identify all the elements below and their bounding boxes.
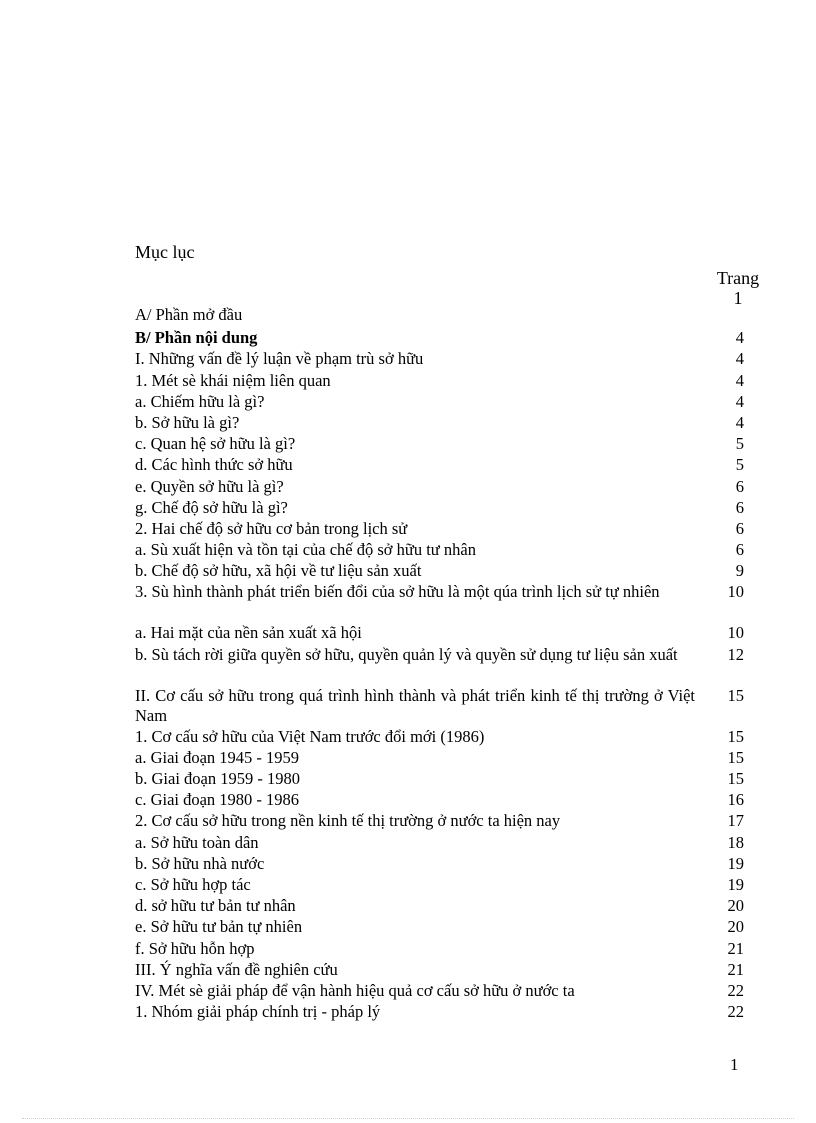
toc-entry-page: 15	[727, 747, 744, 767]
toc-entry	[135, 371, 760, 392]
toc-entry	[135, 727, 760, 748]
toc-entry-label: II. Cơ cấu sở hữu trong quá trình hình thành và phát triển kinh tế thị trường ở Việt Nam	[135, 685, 695, 725]
toc-entry-page: 22	[727, 980, 744, 1000]
toc-entry	[135, 981, 760, 1002]
toc-entry	[135, 498, 760, 519]
toc-entry-label: g. Chế độ sở hữu là gì?	[135, 497, 288, 517]
toc-entry-page: 20	[727, 917, 744, 937]
toc-entry-label: B/ Phần nội dung	[135, 328, 258, 348]
toc-entry-label: c. Quan hệ sở hữu là gì?	[135, 434, 296, 454]
toc-entry	[135, 582, 760, 623]
footer-divider	[22, 1118, 794, 1119]
toc-entry	[135, 960, 760, 981]
toc-entry	[135, 854, 760, 875]
toc-entry-label: d. sở hữu tư bản tư nhân	[135, 896, 296, 916]
toc-entry-page: 17	[727, 811, 744, 831]
toc-entry-label: 1. Cơ cấu sở hữu của Việt Nam trước đổi mới (1986)	[135, 726, 485, 746]
toc-entry	[135, 519, 760, 540]
table-of-contents	[135, 305, 760, 1023]
toc-entry	[135, 875, 760, 896]
toc-entry-page: 5	[735, 434, 744, 454]
toc-entry-page: 22	[727, 1002, 744, 1022]
toc-entry	[135, 917, 760, 938]
toc-entry-label: a. Sở hữu toàn dân	[135, 832, 259, 852]
toc-entry-label: a. Hai mặt của nền sản xuất xã hội	[135, 623, 362, 643]
toc-entry-page: 19	[727, 874, 744, 894]
toc-entry-page: 4	[735, 349, 744, 369]
toc-entry-label: f. Sở hữu hỗn hợp	[135, 938, 255, 958]
toc-entry	[135, 790, 760, 811]
toc-entry-label: b. Chế độ sở hữu, xã hội về tư liệu sản xuất	[135, 561, 422, 581]
toc-entry-label: 2. Cơ cấu sở hữu trong nền kinh tế thị trường ở nước ta hiện nay	[135, 811, 561, 831]
toc-entry-label: e. Sở hữu tư bản tự nhiên	[135, 917, 303, 937]
toc-entry-label: b. Sở hữu nhà nước	[135, 853, 265, 873]
toc-entry	[135, 748, 760, 769]
toc-entry-label: a. Chiếm hữu là gì?	[135, 391, 265, 411]
toc-entry-label: I. Những vấn đề lý luận về phạm trù sở hữu	[135, 349, 424, 369]
toc-entry-page: 4	[735, 370, 744, 390]
toc-entry-page: 10	[727, 582, 744, 602]
toc-entry-label: IV. Mét sè giải pháp để vận hành hiệu quả cơ cấu sở hữu ở nước ta	[135, 980, 575, 1000]
toc-entry-label: III. Ý nghĩa vấn đề nghiên cứu	[135, 959, 338, 979]
toc-entry-label: c. Sở hữu hợp tác	[135, 874, 251, 894]
toc-entry-label: c. Giai đoạn 1980 - 1986	[135, 790, 300, 810]
page-column-label: Trang	[716, 268, 760, 288]
toc-entry	[135, 305, 760, 326]
toc-entry	[135, 896, 760, 917]
toc-entry	[135, 561, 760, 582]
toc-entry-page: 19	[727, 853, 744, 873]
toc-entry-page: 5	[735, 455, 744, 475]
toc-entry-page: 12	[727, 644, 744, 664]
toc-entry-page: 16	[727, 790, 744, 810]
toc-entry	[135, 939, 760, 960]
toc-entry	[135, 455, 760, 476]
toc-entry-label: e. Quyền sở hữu là gì?	[135, 476, 284, 496]
toc-entry	[135, 413, 760, 434]
toc-entry-label: a. Sù xuất hiện và tồn tại của chế độ sở hữu tư nhân	[135, 540, 476, 560]
toc-entry-label: d. Các hình thức sở hữu	[135, 455, 293, 475]
toc-entry	[135, 349, 760, 370]
toc-entry	[135, 645, 760, 686]
toc-entry-label: 1. Mét sè khái niệm liên quan	[135, 370, 331, 390]
toc-entry-page: 15	[727, 726, 744, 746]
page-column-header	[712, 268, 764, 308]
toc-entry-label: a. Giai đoạn 1945 - 1959	[135, 747, 300, 767]
toc-entry	[135, 434, 760, 455]
first-page-number: 1	[733, 288, 743, 308]
toc-entry-page: 15	[727, 769, 744, 788]
toc-entry-page: 4	[735, 412, 744, 432]
toc-entry-page: 6	[735, 518, 744, 538]
toc-entry-page: 4	[735, 391, 744, 411]
toc-entry-page: 9	[735, 561, 744, 581]
toc-entry-page: 21	[727, 938, 744, 958]
footer-page-number: 1	[730, 1055, 739, 1074]
toc-entry-page: 10	[727, 623, 744, 643]
toc-entry-page: 18	[727, 832, 744, 852]
toc-entry-page: 15	[727, 685, 744, 705]
toc-entry-label: 3. Sù hình thành phát triển biến đổi của sở hữu là một qúa trình lịch sử tự nhiên	[135, 582, 660, 602]
toc-entry	[135, 477, 760, 498]
toc-entry-label: 2. Hai chế độ sở hữu cơ bản trong lịch sử	[135, 518, 408, 538]
toc-entry-page: 6	[735, 476, 744, 496]
page-title: Mục lục	[135, 242, 195, 262]
toc-entry	[135, 833, 760, 854]
toc-entry-page: 6	[735, 540, 744, 560]
toc-entry-label: A/ Phần mở đầu	[135, 305, 243, 324]
toc-entry	[135, 811, 760, 832]
toc-entry-label: 1. Nhóm giải pháp chính trị - pháp lý	[135, 1002, 381, 1022]
toc-entry	[135, 1002, 760, 1023]
toc-entry	[135, 686, 760, 727]
toc-entry	[135, 623, 760, 644]
toc-entry-label: b. Giai đoạn 1959 - 1980	[135, 769, 300, 788]
toc-entry	[135, 540, 760, 561]
toc-entry	[135, 769, 760, 790]
toc-entry-page: 20	[727, 896, 744, 916]
toc-entry-page: 21	[727, 959, 744, 979]
toc-entry	[135, 328, 760, 349]
toc-entry	[135, 392, 760, 413]
toc-entry-page: 4	[735, 328, 744, 348]
toc-entry-page: 6	[735, 497, 744, 517]
toc-entry-label: b. Sở hữu là gì?	[135, 412, 240, 432]
toc-entry-label: b. Sù tách rời giữa quyền sở hữu, quyền quản lý và quyền sử dụng tư liệu sản xuất	[135, 644, 678, 664]
